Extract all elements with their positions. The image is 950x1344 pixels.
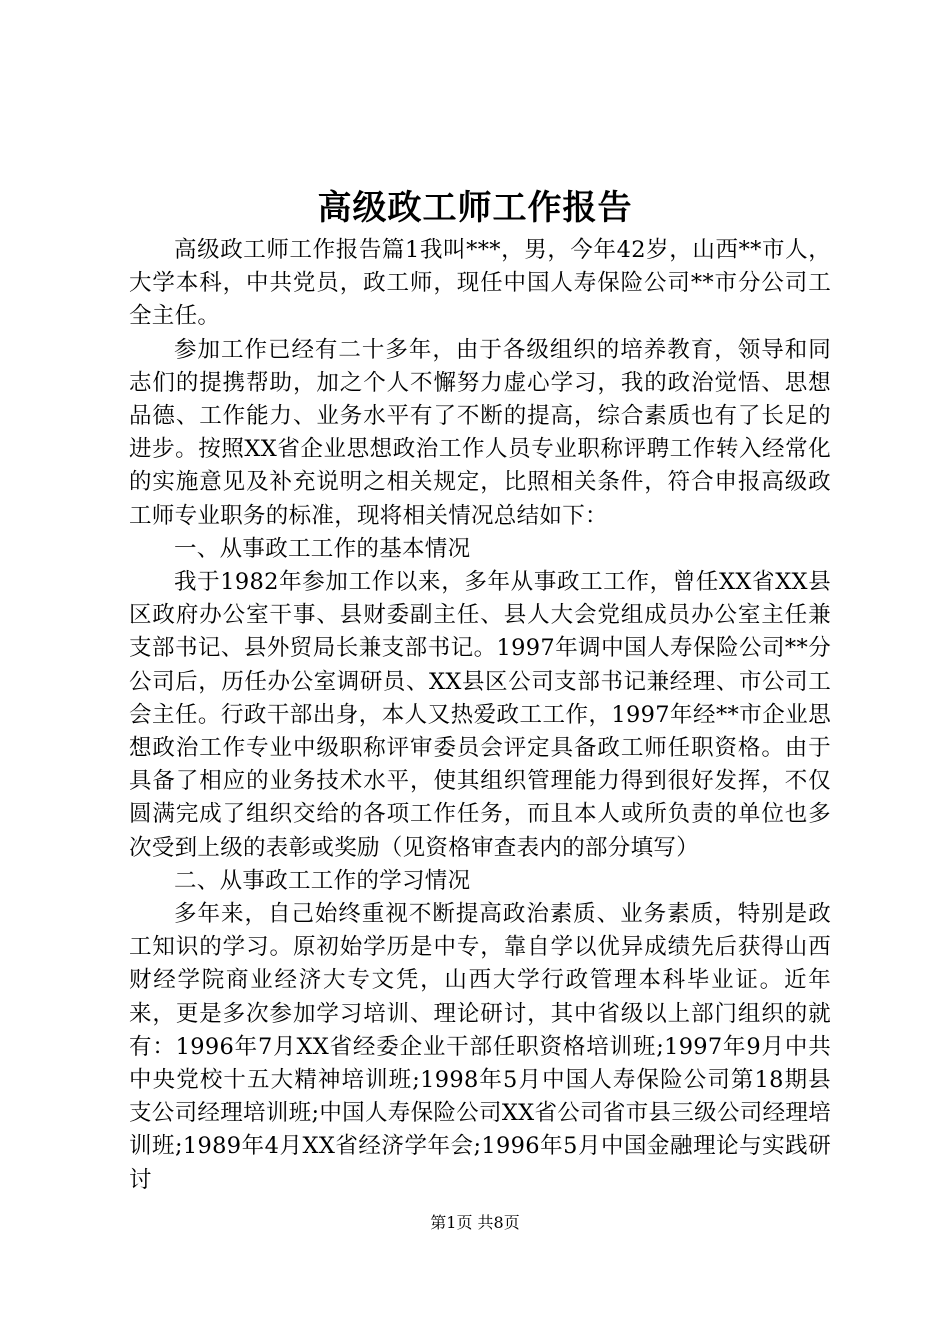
section-heading-basic: 一、从事政工工作的基本情况 bbox=[174, 535, 471, 562]
page-footer: 第1页 共8页 bbox=[430, 1213, 520, 1232]
paragraph-overview: 参加工作已经有二十多年，由于各级组织的培养教育，领导和同志们的提携帮助，加之个人不懈努力虚心学习，我的政治觉悟、思想品德、工作能力、业务水平有了不断的提高，综合素质也有了长足的进步。按照XX省企业思想政治工作人员专业职称评聘工作转入经常化的实施意见及补充说明之相关规定，比照相关条件，符合申报高级政工师专业职务的标准，现将相关情况总结如下： bbox=[129, 336, 831, 529]
document-title: 高级政工师工作报告 bbox=[317, 188, 633, 228]
paragraph-work-history: 我于1982年参加工作以来，多年从事政工工作，曾任XX省XX县区政府办公室干事、县财委副主任、县人大会党组成员办公室主任兼支部书记、县外贸局长兼支部书记。1997年调中国人寿保险公司**分公司后，历任办公室调研员、XX县区公司支部书记兼经理、市公司工会主任。行政干部出身，本人又热爱政工工作，1997年经**市企业思想政治工作专业中级职称评审委员会评定具备政工师任职资格。由于具备了相应的业务技术水平，使其组织管理能力得到很好发挥，不仅圆满完成了组织交给的各项工作任务，而且本人或所负责的单位也多次受到上级的表彰或奖励（见资格审查表内的部分填写） bbox=[129, 569, 831, 861]
section-heading-study: 二、从事政工工作的学习情况 bbox=[174, 867, 471, 894]
paragraph-intro: 高级政工师工作报告篇1我叫***，男，今年42岁，山西**市人，大学本科，中共党员，政工师，现任中国人寿保险公司**市分公司工全主任。 bbox=[129, 237, 831, 330]
document-body bbox=[129, 234, 831, 1197]
paragraph-study: 多年来，自己始终重视不断提高政治素质、业务素质，特别是政工知识的学习。原初始学历是中专，靠自学以优异成绩先后获得山西财经学院商业经济大专文凭，山西大学行政管理本科毕业证。近年来，更是多次参加学习培训、理论研讨，其中省级以上部门组织的就有：1996年7月XX省经委企业干部任职资格培训班;1997年9月中共中央党校十五大精神培训班;1998年5月中国人寿保险公司第18期县支公司经理培训班;中国人寿保险公司XX省公司省市县三级公司经理培训班;1989年4月XX省经济学年会;1996年5月中国金融理论与实践研讨 bbox=[129, 901, 831, 1193]
